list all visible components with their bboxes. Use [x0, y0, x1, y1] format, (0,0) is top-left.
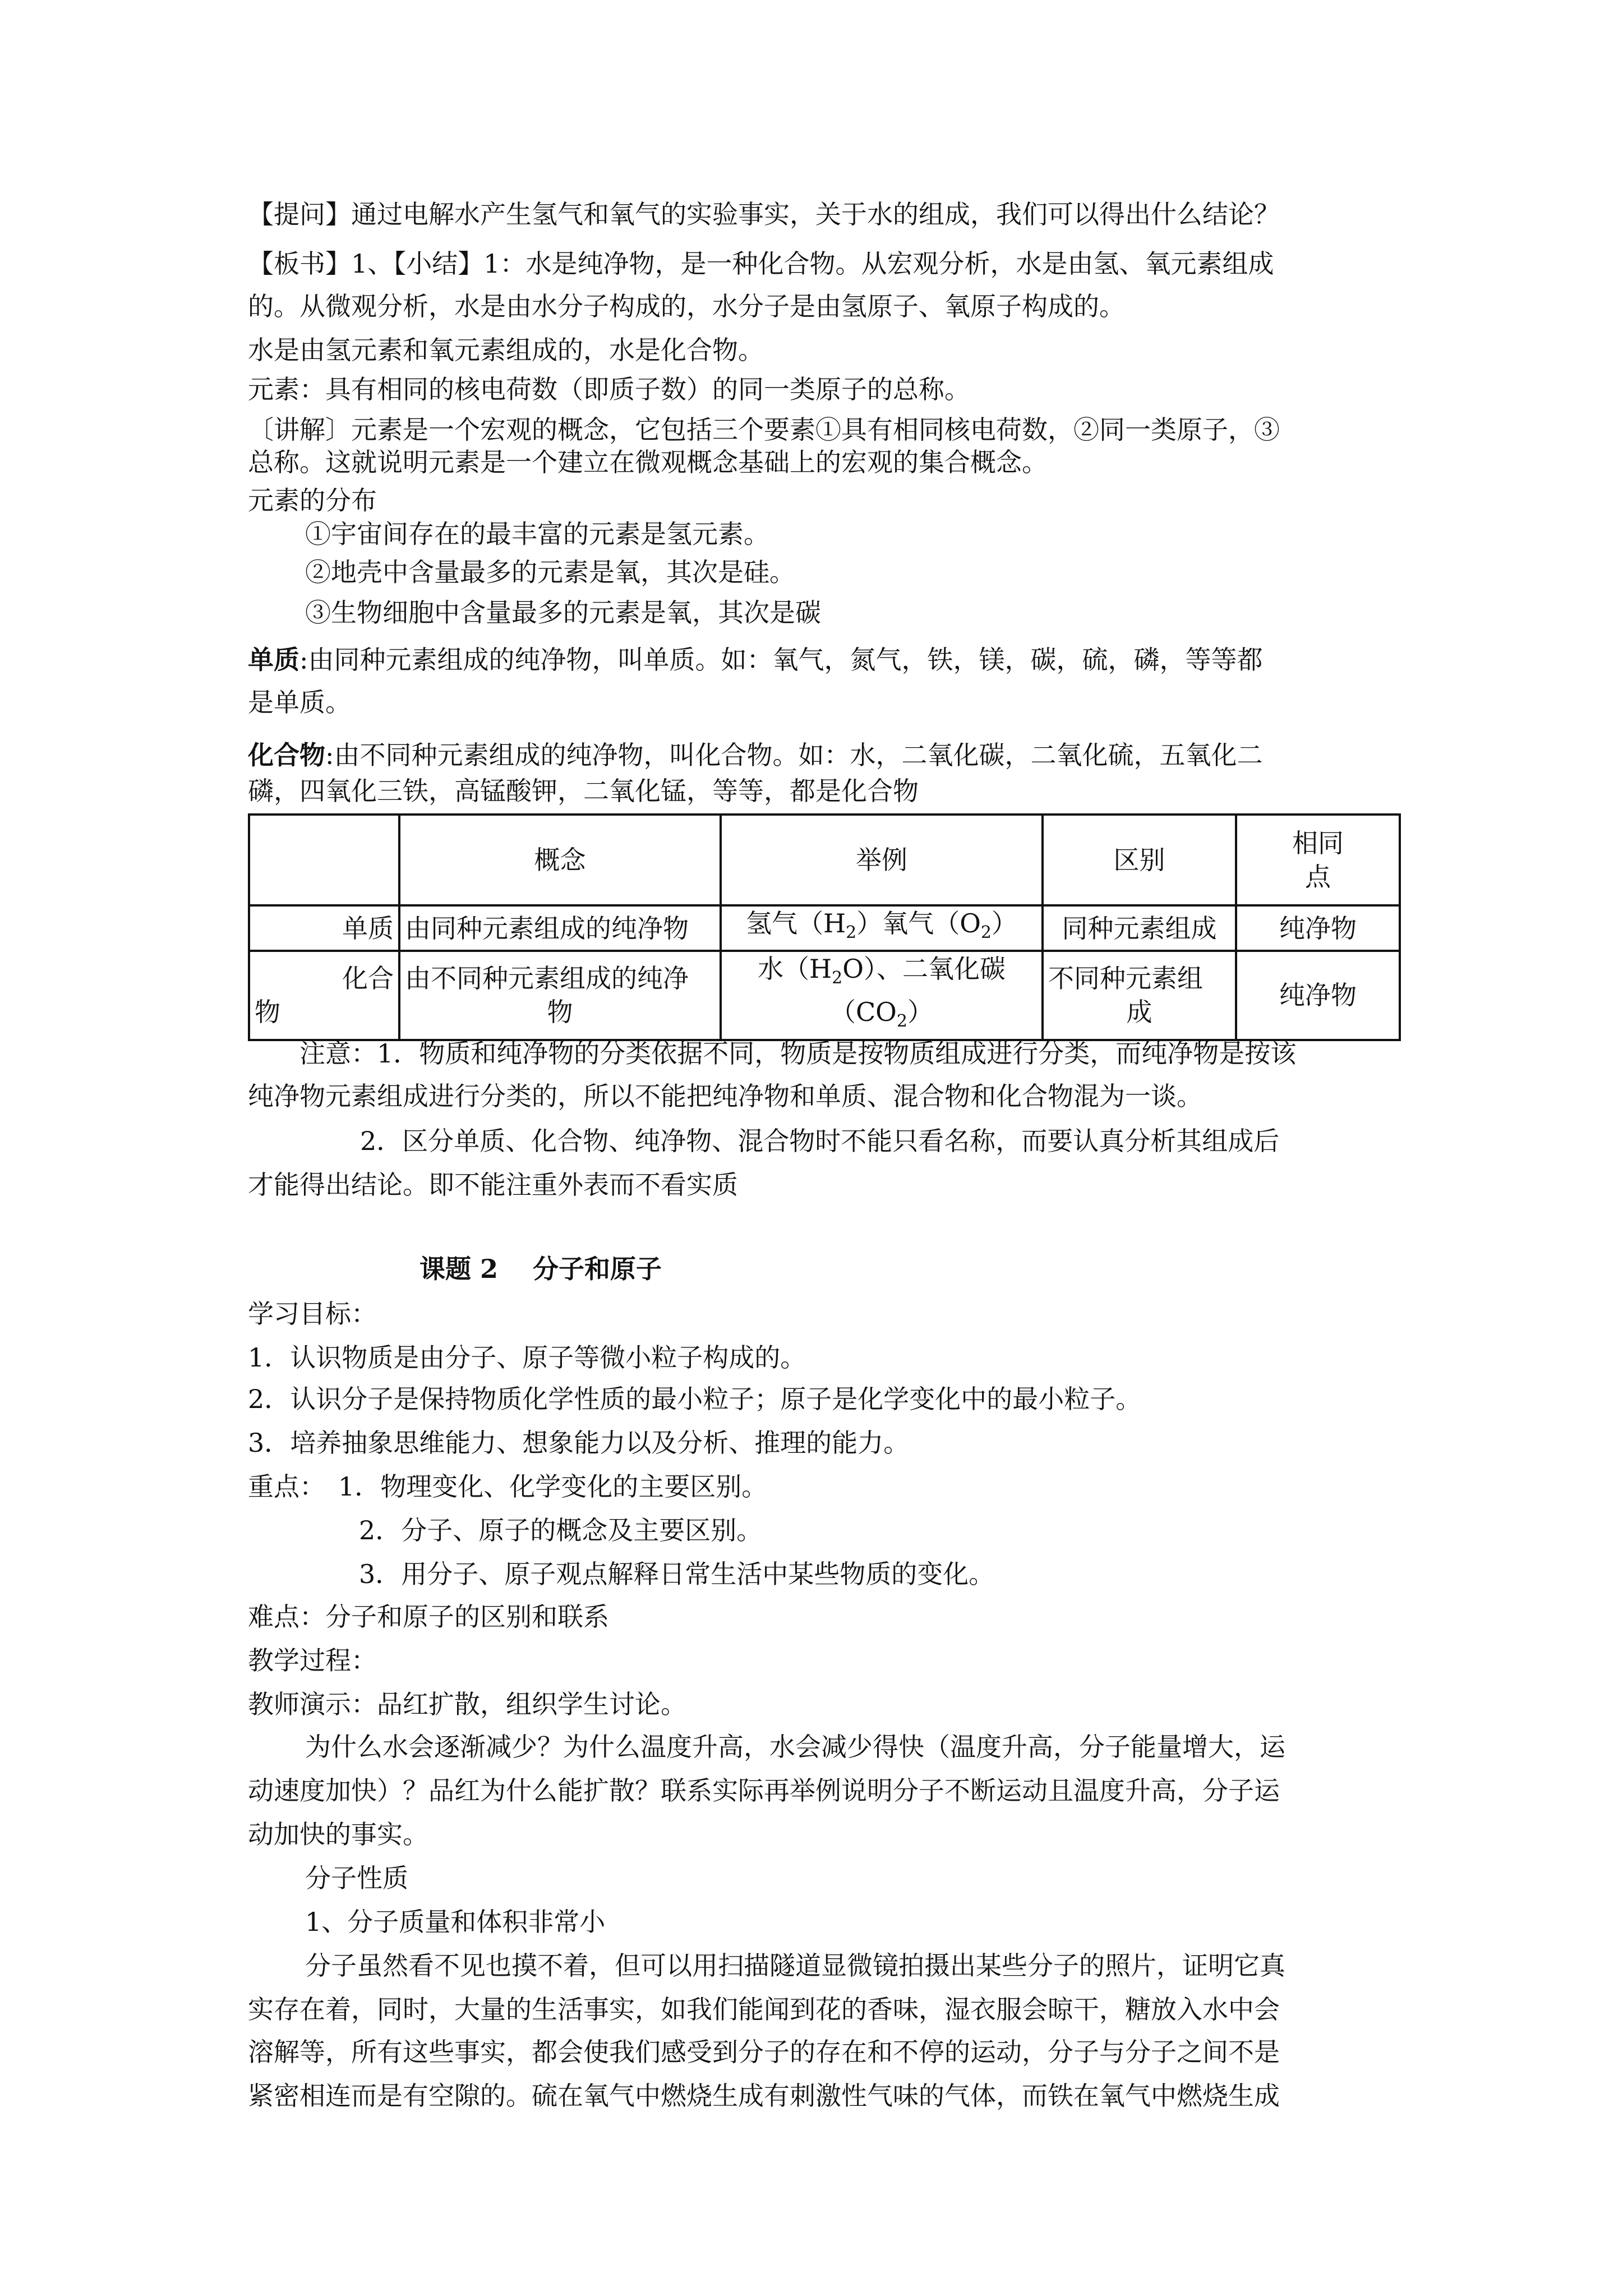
- text-line: 元素的分布: [248, 485, 377, 516]
- table-cell: 纯净物: [1236, 905, 1400, 951]
- list-item: 3．培养抽象思维能力、想象能力以及分析、推理的能力。: [248, 1428, 910, 1458]
- table-row: [249, 905, 1400, 951]
- text-line: 教学过程：: [248, 1645, 377, 1676]
- text-line: 紧密相连而是有空隙的。硫在氧气中燃烧生成有刺激性气味的气体，而铁在氧气中燃烧生成: [248, 2081, 1280, 2111]
- text-line: 分子虽然看不见也摸不着，但可以用扫描隧道显微镜拍摄出某些分子的照片，证明它真: [305, 1950, 1285, 1981]
- note-line: 2．区分单质、化合物、纯净物、混合物时不能只看名称，而要认真分析其组成后: [360, 1126, 1280, 1156]
- table-header-cell: 举例: [721, 815, 1043, 905]
- table-cell: 水$(H_2O)$、二氧化碳 $(CO_2)$: [721, 951, 1043, 1039]
- table-cell: 由不同种元素组成的纯净 物: [399, 951, 721, 1039]
- text-line: 动加快的事实。: [248, 1819, 428, 1849]
- list-item: ③生物细胞中含量最多的元素是氧，其次是碳: [305, 597, 821, 628]
- text-line: 〔讲解〕元素是一个宏观的概念，它包括三个要素①具有相同核电荷数，②同一类原子，③: [248, 415, 1280, 445]
- lesson-title: 课题 2 分子和原子: [419, 1254, 662, 1284]
- text-line: 元素：具有相同的核电荷数（即质子数）的同一类原子的总称。: [248, 374, 970, 404]
- table-row: [249, 951, 1400, 1039]
- table-cell: 同种元素组成: [1043, 905, 1236, 951]
- definition-text: :由不同种元素组成的纯净物，叫化合物。如：水，二氧化碳，二氧化硫，五氧化二: [325, 740, 1263, 770]
- table-header-row: [249, 815, 1400, 905]
- text-line: 动速度加快）？品红为什么能扩散？联系实际再举例说明分子不断运动且温度升高，分子运: [248, 1775, 1280, 1806]
- note-line: 纯净物元素组成进行分类的，所以不能把纯净物和单质、混合物和化合物混为一谈。: [248, 1081, 1202, 1111]
- note-line: 才能得出结论。即不能注重外表而不看实质: [248, 1170, 738, 1200]
- definition-compound: [248, 738, 1398, 772]
- text-line: 为什么水会逐渐减少？为什么温度升高，水会减少得快（温度升高，分子能量增大，运: [305, 1732, 1285, 1762]
- list-item: 2．认识分子是保持物质化学性质的最小粒子；原子是化学变化中的最小粒子。: [248, 1384, 1142, 1414]
- definition-text: :由同种元素组成的纯净物，叫单质。如：氧气，氮气，铁，镁，碳，硫，磷，等等都: [299, 645, 1263, 675]
- text-line: 水是由氢元素和氧元素组成的，水是化合物。: [248, 335, 764, 365]
- table-cell: 单质: [249, 905, 399, 951]
- text-line: 磷，四氧化三铁，高锰酸钾，二氧化锰，等等，都是化合物: [248, 776, 919, 806]
- table-cell: 化合 物: [249, 951, 399, 1039]
- note-line: 注意：1．物质和纯净物的分类依据不同，物质是按物质组成进行分类，而纯净物是按该: [299, 1038, 1297, 1069]
- table-cell: 纯净物: [1236, 951, 1400, 1039]
- text-line: 是单质。: [248, 687, 351, 717]
- list-item: 3．用分子、原子观点解释日常生活中某些物质的变化。: [359, 1559, 995, 1589]
- list-item: 1．认识物质是由分子、原子等微小粒子构成的。: [248, 1342, 806, 1373]
- table-cell: 不同种元素组 成: [1043, 951, 1236, 1039]
- text-line: 的。从微观分析，水是由水分子构成的，水分子是由氢原子、氧原子构成的。: [248, 291, 1125, 321]
- table-header-cell: 区别: [1043, 815, 1236, 905]
- term-simple-substance: 单质: [248, 645, 299, 675]
- table-header-cell: 概念: [399, 815, 721, 905]
- text-line: 【提问】通过电解水产生氢气和氧气的实验事实，关于水的组成，我们可以得出什么结论？: [248, 199, 1280, 229]
- comparison-table: [248, 813, 1401, 1041]
- text-line: 实存在着，同时，大量的生活事实，如我们能闻到花的香味，湿衣服会晾干，糖放入水中会: [248, 1994, 1280, 2024]
- text-line: 重点： 1．物理变化、化学变化的主要区别。: [248, 1471, 768, 1502]
- table-cell: 由同种元素组成的纯净物: [399, 905, 721, 951]
- list-item: ①宇宙间存在的最丰富的元素是氢元素。: [305, 519, 769, 549]
- text-line: 难点：分子和原子的区别和联系: [248, 1602, 609, 1632]
- term-compound: 化合物: [248, 740, 325, 770]
- list-item: ②地壳中含量最多的元素是氧，其次是硅。: [305, 557, 795, 587]
- table-cell: 氢气$(H_2)$氧气$(O_2)$: [721, 905, 1043, 951]
- text-line: 总称。这就说明元素是一个建立在微观概念基础上的宏观的集合概念。: [248, 447, 1048, 477]
- table-header-cell: 相同 点: [1236, 815, 1400, 905]
- text-line: 学习目标：: [248, 1299, 377, 1329]
- text-line: 【板书】1、【小结】1：水是纯净物，是一种化合物。从宏观分析，水是由氢、氧元素组成: [248, 249, 1274, 279]
- definition-simple-substance: [248, 643, 1398, 677]
- text-line: 教师演示：品红扩散，组织学生讨论。: [248, 1689, 686, 1719]
- list-item: 2．分子、原子的概念及主要区别。: [359, 1515, 763, 1545]
- table-header-cell: [249, 815, 399, 905]
- text-line: 溶解等，所有这些事实，都会使我们感受到分子的存在和不停的运动，分子与分子之间不是: [248, 2037, 1280, 2067]
- text-line: 分子性质: [305, 1863, 408, 1893]
- text-line: 1、分子质量和体积非常小: [305, 1907, 606, 1937]
